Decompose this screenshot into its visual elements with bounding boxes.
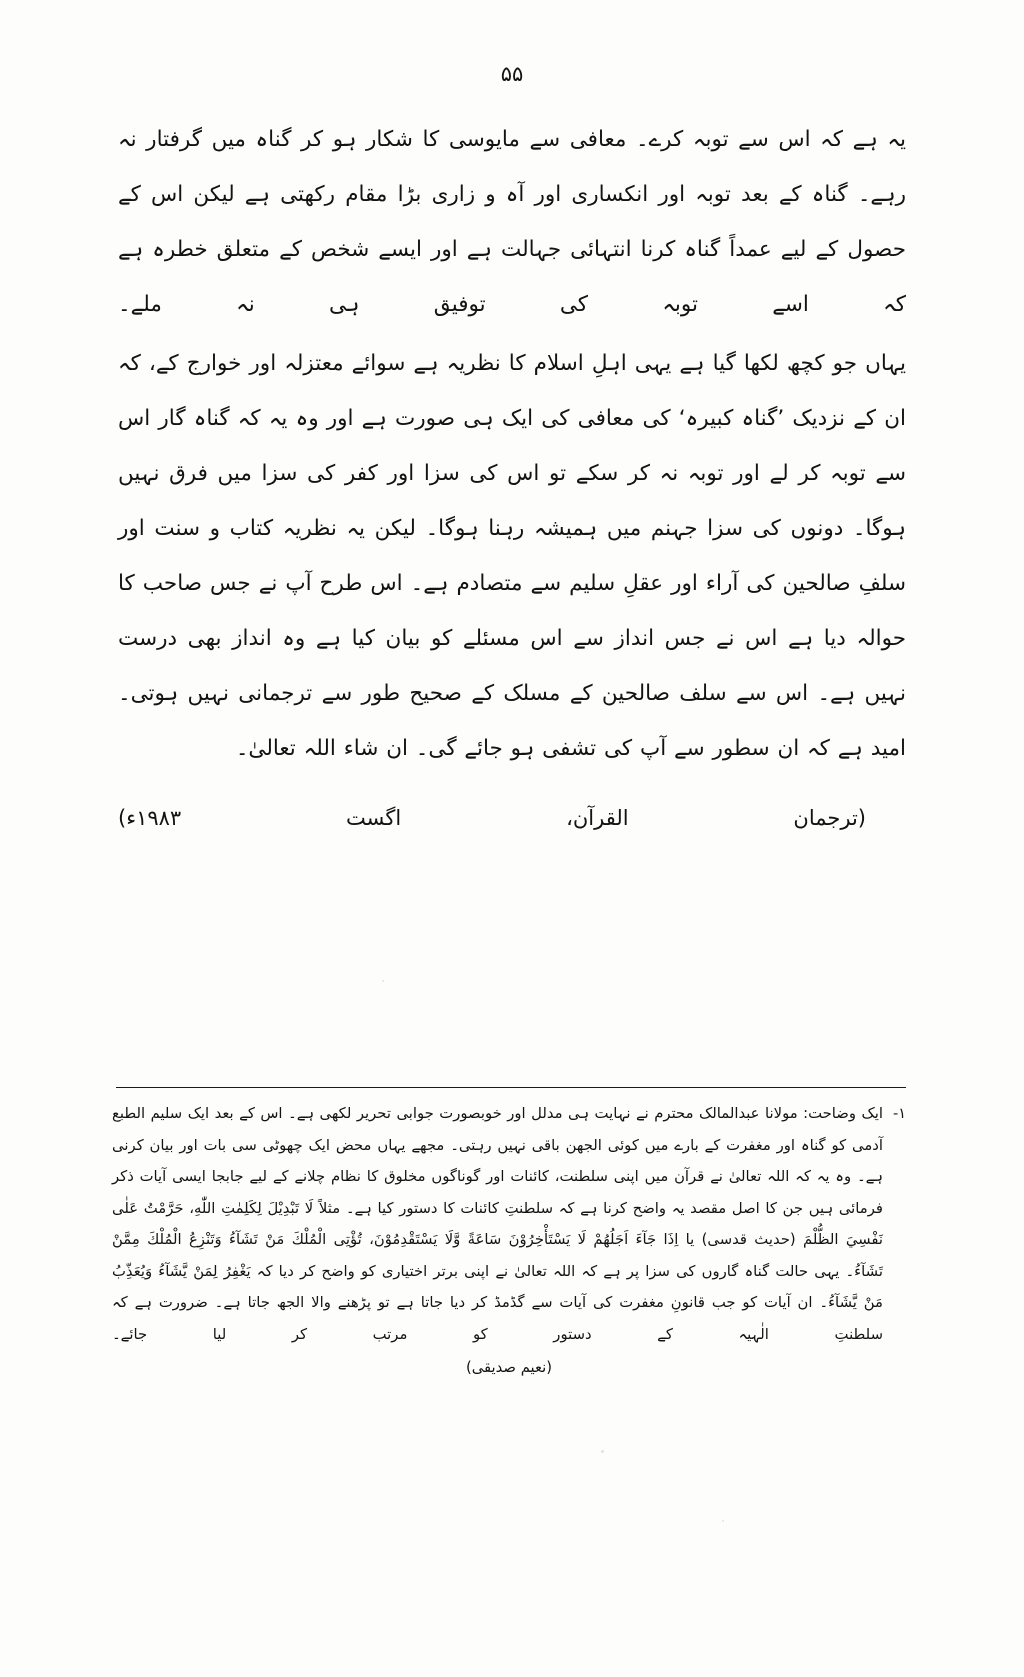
footnote-divider [116, 1087, 906, 1088]
footnote-row [112, 1098, 906, 1350]
scan-speckle [722, 1520, 724, 1522]
paragraph-2: یہاں جو کچھ لکھا گیا ہے یہی اہلِ اسلام کا نظریہ ہے سوائے معتزلہ اور خوارج کے، کہ ان کے نزدیک ’گناہ کبیرہ‘ کی معافی کی ایک ہی صورت ہے اور وہ یہ کہ گناہ گار اس سے توبہ کر لے اور توبہ نہ کر سکے تو اس کی سزا اور کفر کی سزا میں فرق نہیں ہوگا۔ دونوں کی سزا جہنم میں ہمیشہ رہنا ہوگا۔ لیکن یہ نظریہ کتاب و سنت اور سلفِ صالحین کی آراء اور عقلِ سلیم سے متصادم ہے۔ اس طرح آپ نے جس صاحب کا حوالہ دیا ہے اس نے جس انداز سے اس مسئلے کو بیان کیا ہے وہ انداز بھی درست نہیں ہے۔ اس سے سلف صالحین کے مسلک کے صحیح طور سے ترجمانی نہیں ہوتی۔ امید ہے کہ ان سطور سے آپ کی تشفی ہو جائے گی۔ ان شاء اللہ تعالیٰ۔ [118, 351, 906, 761]
paragraph-1: یہ ہے کہ اس سے توبہ کرے۔ معافی سے مایوسی کا شکار ہو کر گناہ میں گرفتار نہ رہے۔ گناہ کے بعد توبہ اور انکساری اور آہ و زاری بڑا مقام رکھتی ہے لیکن اس کے حصول کے لیے عمداً گناہ کرنا انتہائی جہالت ہے اور ایسے شخص کے متعلق خطرہ ہے کہ اسے توبہ کی توفیق ہی نہ ملے۔ [118, 127, 906, 317]
scan-speckle [601, 1450, 604, 1453]
main-text-block [118, 112, 906, 830]
footnote-block [112, 1098, 906, 1383]
footnote-text: ایک وضاحت: مولانا عبدالمالک محترم نے نہایت ہی مدلل اور خوبصورت جوابی تحریر لکھی ہے۔ اس کے بعد ایک سلیم الطبع آدمی کو گناہ اور مغفرت کے بارے میں کوئی الجھن باقی نہیں رہتی۔ مجھے یہاں محض ایک چھوٹی سی بات اور بیان کرنی ہے۔ وہ یہ کہ اللہ تعالیٰ نے قرآن میں اپنی سلطنت، کائنات اور گوناگوں مخلوق کا نظام چلانے کے لیے جابجا ایسی آیات ذکر فرمائی ہیں جن کا اصل مقصد یہ واضح کرنا ہے کہ سلطنتِ کائنات کا دستور کیا ہے۔ مثلاً لَا تَبْدِيْلَ لِكَلِمٰتِ اللّٰهِ، حَرَّمْتُ عَلٰى نَفْسِيَ الظُّلْمَ (حدیث قدسی) یا اِذَا جَآءَ اَجَلُهُمْ لَا يَسْتَأْخِرُوْنَ سَاعَةً وَّلَا يَسْتَقْدِمُوْنَ، تُؤْتِى الْمُلْكَ مَنْ تَشَآءُ وَتَنْزِعُ الْمُلْكَ مِمَّنْ تَشَآءُ۔ یہی حالت گناہ گاروں کی سزا پر ہے کہ اللہ تعالیٰ نے اپنی برتر اختیاری کو واضح کر دیا کہ يَغْفِرُ لِمَنْ يَّشَآءُ وَيُعَذِّبُ مَنْ يَّشَآءُ۔ ان آیات کو جب قانونِ مغفرت کی آیات سے گڈمڈ کر دیا جاتا ہے تو پڑھنے والا الجھ جاتا ہے۔ ضرورت ہے کہ سلطنتِ الٰہیہ کے دستور کو مرتب کر لیا جائے۔ [112, 1105, 883, 1343]
page-number: ۵۵ [500, 62, 524, 86]
footnote-marker: ۱- [892, 1106, 906, 1122]
source-attribution: (ترجمان القرآن، اگست ۱۹۸۳ء) [118, 806, 866, 830]
footnote-signature: (نعیم صدیقی) [465, 1359, 553, 1376]
scan-speckle [382, 980, 384, 982]
